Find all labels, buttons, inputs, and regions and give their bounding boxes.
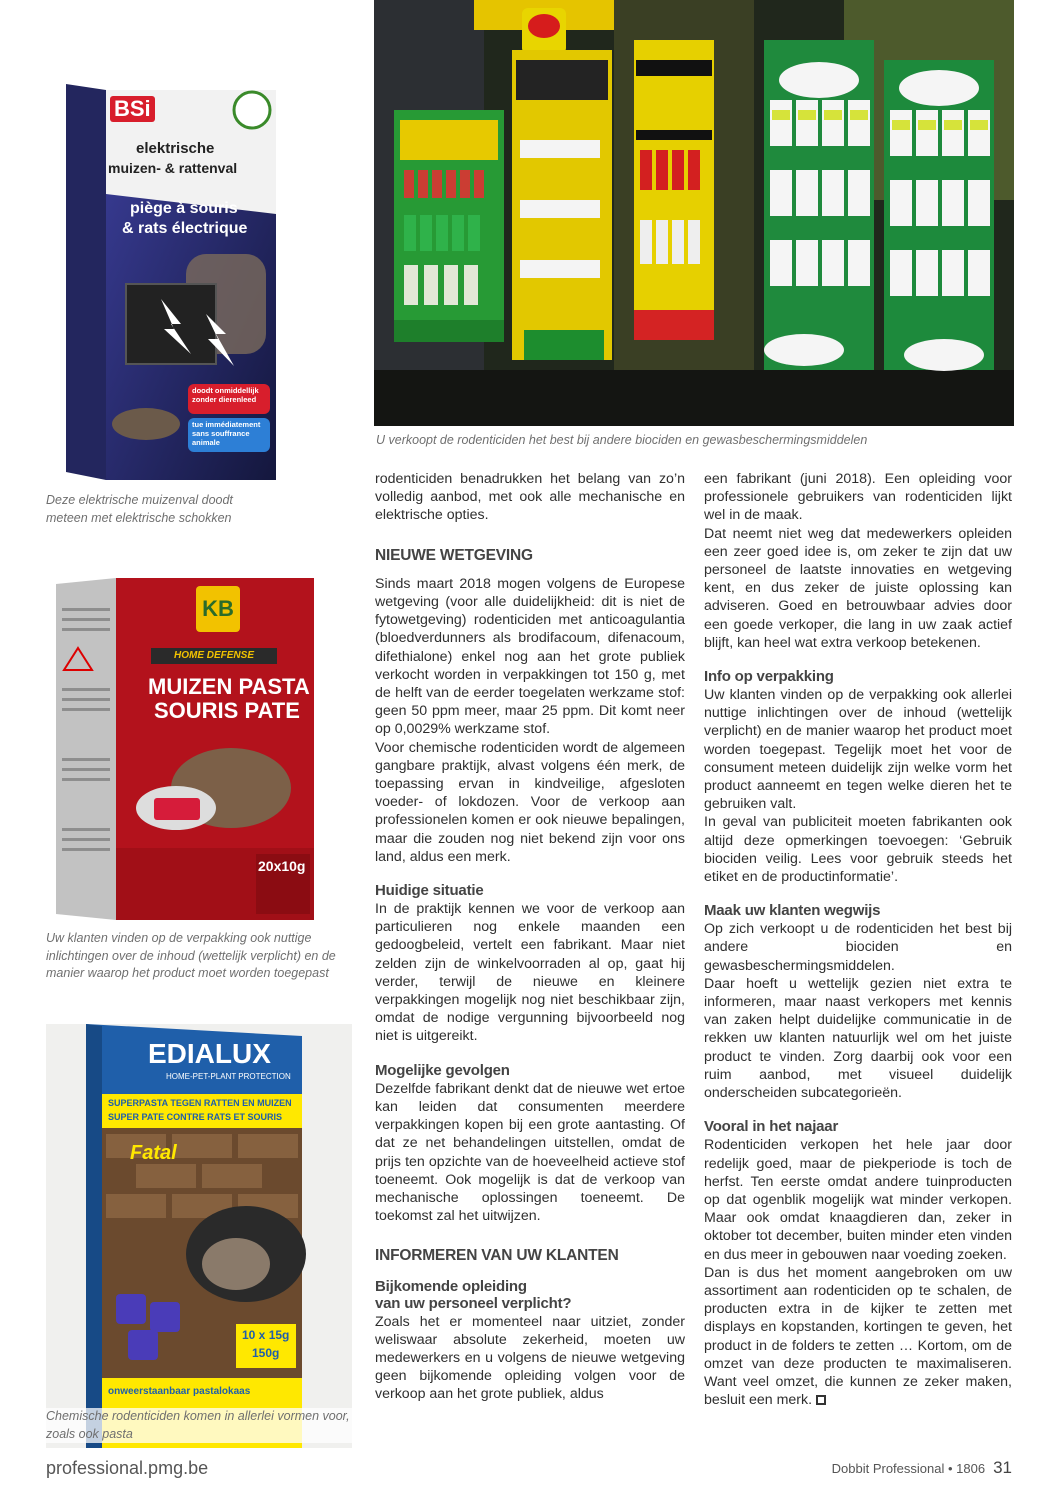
heading-nieuwe-wetgeving: NIEUWE WETGEVING bbox=[375, 546, 533, 564]
p-huidige: In de praktijk kennen we voor de verkoop aan particulieren nog enkele maanden een gedoogbeleid, vertelt een fabrikant. Maar niet zelden zijn de winkelvoorraden al op, gaat hij verder, terwijl de nieuwe en kleinere verpakkingen mogelijk nog niet beschikbaar zijn, omdat de nodige vergunning bijvoorbeeld nog niet is uitgereikt. bbox=[375, 901, 685, 1045]
p-gevolgen: Dezelfde fabrikant denkt dat de nieuwe wet ertoe kan leiden dat consumenten meerdere verpakkingen kopen bij een grote aantasting. Of dat ze net behandelingen uitstellen, omdat de prijs ten opzichte van de hoeveelheid actieve stof toeneemt. Ook mogelijk is dat de verkoop van mechanische oplossingen toeneemt. De toekomst zal het uitwijzen. bbox=[375, 1080, 685, 1225]
p-opleiding: Zoals het er momenteel naar uitziet, zonder weliswaar absolute zekerheid, moeten uw medewerkers en u volgens de nieuwe wetgeving geen bijkomende opleiding volgen voor de verkoop aan het grote publiek, aldus bbox=[375, 1313, 685, 1403]
bsi-brand: BSi bbox=[110, 96, 155, 122]
p-najaar-1: Rodenticiden verkopen het hele jaar door redelijk goed, maar de piekperiode is toch de herfst. Ten eerste omdat andere tuinproducten op dat ogenblik mogelijk wat minder verkopen. Maar ook omdat knaagdieren dan, zeker in oktober tot december, buiten minder eten vinden en dus meer in gebouwen naar voeding zoeken. bbox=[704, 1137, 1012, 1263]
p-info-2: In geval van publiciteit moeten fabrikanten ook altijd deze opmerkingen toevoegen: ‘Gebruik biociden veilig. Lees voor gebruik steeds het etiket en de productinformatie’. bbox=[704, 814, 1012, 886]
heading-wegwijs: Maak uw klanten wegwijs bbox=[704, 902, 881, 920]
bsi-line1: elektrische bbox=[136, 140, 215, 157]
bsi-badge2: tue immédiatement sans souffrance animale bbox=[192, 420, 261, 447]
kb-qty: 20x10g bbox=[258, 858, 306, 874]
edialux-name: Fatal bbox=[130, 1142, 177, 1164]
p-nieuwe-2: Voor chemische rodenticiden wordt de algemeen gangbare praktijk, alvast volgens één merk, de toepassing ervan in kindveilige, afgesloten voeder- of lokdozen. Voor de verkoop aan professionelen komen er ook nieuwe bepalingen, maar die zouden nog niet bekend zijn voor ons land, aldus een merk. bbox=[375, 739, 685, 865]
footer-magazine-name: Dobbit Professional • 1806 bbox=[831, 1461, 986, 1476]
heading-info-verpakking: Info op verpakking bbox=[704, 668, 834, 686]
heading-informeren: INFORMEREN VAN UW KLANTEN bbox=[375, 1247, 619, 1265]
kb-brand: KB bbox=[202, 596, 234, 621]
p-najaar-2-text: Dan is dus het moment aangebroken om uw assortiment aan rodenticiden op te schalen, de producten extra in de kijker te zetten met displays en kopstanden, kortingen te geven, het product in de folders te zetten … Kortom, om de omzet van deze producten te maximaliseren. Want veel omzet, die kunnen ze zeker maken, besluit een merk. bbox=[704, 1264, 1012, 1409]
article-column-2 bbox=[704, 470, 1012, 1409]
display-illustration bbox=[374, 0, 1014, 426]
p-wegwijs-1: Op zich verkoopt u de rodenticiden het best bij andere biociden en gewasbeschermingsmiddelen. bbox=[704, 921, 1012, 974]
p-wegwijs-2: Daar hoeft u wettelijk gezien niet extra te informeren, maar naast verkopers met kennis van zaken helpt duidelijke communicatie in de rekken uw klanten natuurlijk wel om het juiste product te vinden. Zorg daarbij ook voor een ruim aanbod, met visueel duidelijk onderscheiden subcategorieën. bbox=[704, 975, 1012, 1102]
p-najaar-2 bbox=[704, 1264, 1012, 1410]
bsi-badge1: doodt onmiddellijk zonder dierenleed bbox=[192, 386, 259, 404]
bsi-caption: Deze elektrische muizenval doodt meteen met elektrische schokken bbox=[46, 493, 233, 525]
kb-caption: Uw klanten vinden op de verpakking ook nuttige inlichtingen over de inhoud (wettelijk verplicht) en de manier waarop het product moet worden toegepast bbox=[46, 931, 336, 980]
edialux-band1: SUPERPASTA TEGEN RATTEN EN MUIZEN bbox=[108, 1098, 292, 1108]
display-caption: U verkoopt de rodenticiden het best bij andere biociden en gewasbeschermingsmiddelen bbox=[376, 433, 868, 447]
col2-cont-1: een fabrikant (juni 2018). Een opleiding voor professionele gebruikers van rodenticiden lijkt wel in de maak. bbox=[704, 471, 1012, 524]
p-nieuwe-1: Sinds maart 2018 mogen volgens de Europese wetgeving (voor alle duidelijkheid: dit is niet de fytowetgeving) rodenticiden met anticoagulantia (bloedverdunners als brodifacoum, difenacoum, difethialone) enkel nog aan het grote publiek verkocht worden in verpakkingen tot 150 g, met de helft van de eerder toegelaten werkzame stof: geen 50 ppm meer, maar 25 ppm. Dit komt neer op 0,0029% werkzame stof. bbox=[375, 575, 685, 738]
heading-najaar: Vooral in het najaar bbox=[704, 1118, 839, 1136]
edialux-weight: 150g bbox=[252, 1346, 280, 1360]
bsi-line4: & rats électrique bbox=[122, 220, 248, 237]
store-display-photo bbox=[374, 0, 1014, 426]
edialux-caption: Chemische rodenticiden komen in allerlei vormen voor, zoals ook pasta bbox=[46, 1408, 352, 1443]
footer-website-link[interactable]: professional.pmg.be bbox=[46, 1458, 209, 1478]
col1-intro: rodenticiden benadrukken het belang van zo’n volledig aanbod, met ook alle mechanische en elektrische opties. bbox=[375, 471, 685, 524]
heading-opleiding-2: van uw personeel verplicht? bbox=[375, 1294, 572, 1312]
edialux-product-photo bbox=[46, 1024, 352, 1448]
edialux-band2: SUPER PATE CONTRE RATS ET SOURIS bbox=[108, 1112, 283, 1122]
heading-huidige-situatie: Huidige situatie bbox=[375, 882, 484, 900]
edialux-brand: EDIALUX bbox=[148, 1038, 271, 1069]
kb-title1: MUIZEN PASTA bbox=[148, 674, 310, 699]
p-info-1: Uw klanten vinden op de verpakking ook allerlei nuttige inlichtingen over de inhoud (wettelijk verplicht) en de manier waarop het product moet worden toegepast. Tegelijk moet het voor de consument meteen duidelijk zijn welke vorm het product aanneemt en tegen welke dieren het te gebruiken valt. bbox=[704, 687, 1012, 813]
page-number: 31 bbox=[993, 1458, 1012, 1477]
heading-opleiding-1: Bijkomende opleiding bbox=[375, 1277, 527, 1295]
kb-product-photo bbox=[56, 578, 314, 920]
edialux-bottom: onweerstaanbaar pastalokaas bbox=[108, 1386, 251, 1397]
heading-mogelijke-gevolgen: Mogelijke gevolgen bbox=[375, 1061, 510, 1079]
edialux-box-illustration bbox=[46, 1024, 352, 1448]
bsi-product-photo bbox=[66, 84, 276, 480]
end-of-article-icon bbox=[816, 1395, 826, 1405]
edialux-tagline: HOME-PET-PLANT PROTECTION bbox=[166, 1072, 291, 1081]
bsi-line2: muizen- & rattenval bbox=[108, 160, 238, 176]
kb-title2: SOURIS PATE bbox=[154, 698, 300, 723]
article-column-1 bbox=[375, 470, 685, 1404]
kb-sub: HOME DEFENSE bbox=[173, 650, 254, 661]
bsi-line3: piège à souris bbox=[130, 200, 238, 217]
edialux-qty: 10 x 15g bbox=[242, 1328, 290, 1342]
col2-cont-2: Dat neemt niet weg dat medewerkers opleiden een zeer goed idee is, om zeker te zijn dat uw personeel de laatste innovaties en wetgeving kent, en dus zeker de juiste oplossing kan adviseren. Goed en betrouwbaar advies door een goede verkoper, die lang in uw zaak actief blijft, kan heel wat extra verkoop betekenen. bbox=[704, 525, 1012, 651]
footer-magazine bbox=[832, 1458, 1012, 1478]
